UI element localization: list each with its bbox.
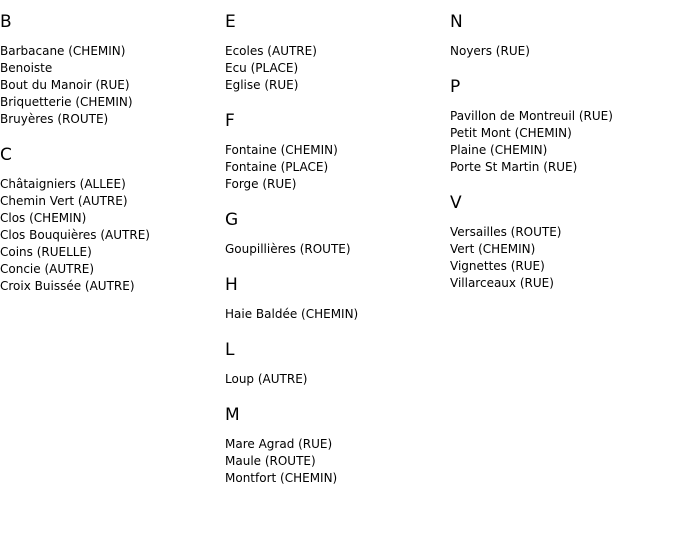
- street-item[interactable]: Ecu (PLACE): [225, 61, 299, 75]
- street-item[interactable]: Porte St Martin (RUE): [450, 160, 578, 174]
- street-item[interactable]: Fontaine (CHEMIN): [225, 143, 338, 157]
- letter-heading-n: N: [450, 12, 463, 32]
- street-item[interactable]: Ecoles (AUTRE): [225, 44, 317, 58]
- letter-heading-m: M: [225, 405, 240, 425]
- letter-group-h: [225, 275, 450, 323]
- street-column-3: [450, 0, 675, 292]
- letter-heading-v: V: [450, 193, 462, 213]
- street-item[interactable]: Plaine (CHEMIN): [450, 143, 548, 157]
- street-list-m: [225, 436, 450, 487]
- street-list-n: [450, 43, 675, 60]
- street-item[interactable]: Clos Bouquières (AUTRE): [0, 228, 150, 242]
- letter-group-f: [225, 111, 450, 193]
- street-item[interactable]: Petit Mont (CHEMIN): [450, 126, 572, 140]
- street-item[interactable]: Bruyères (ROUTE): [0, 112, 109, 126]
- street-item[interactable]: Briquetterie (CHEMIN): [0, 95, 133, 109]
- letter-heading-f: F: [225, 111, 235, 131]
- letter-group-n: [450, 12, 675, 60]
- street-item[interactable]: Benoiste: [0, 61, 53, 75]
- street-list-h: [225, 306, 450, 323]
- street-list-c: [0, 176, 225, 295]
- street-list-e: [225, 43, 450, 94]
- street-item[interactable]: Châtaigniers (ALLEE): [0, 177, 126, 191]
- letter-group-c: [0, 145, 225, 295]
- street-item[interactable]: Eglise (RUE): [225, 78, 299, 92]
- street-item[interactable]: Concie (AUTRE): [0, 262, 95, 276]
- letter-heading-l: L: [225, 340, 235, 360]
- street-item[interactable]: Bout du Manoir (RUE): [0, 78, 130, 92]
- street-item[interactable]: Barbacane (CHEMIN): [0, 44, 126, 58]
- letter-heading-g: G: [225, 210, 239, 230]
- street-item[interactable]: Vert (CHEMIN): [450, 242, 536, 256]
- street-list-p: [450, 108, 675, 176]
- street-item[interactable]: Montfort (CHEMIN): [225, 471, 338, 485]
- street-item[interactable]: Pavillon de Montreuil (RUE): [450, 109, 613, 123]
- street-item[interactable]: Mare Agrad (RUE): [225, 437, 333, 451]
- letter-group-e: [225, 12, 450, 94]
- street-item[interactable]: Versailles (ROUTE): [450, 225, 562, 239]
- letter-group-g: [225, 210, 450, 258]
- street-list-g: [225, 241, 450, 258]
- street-item[interactable]: Forge (RUE): [225, 177, 297, 191]
- letter-group-p: [450, 77, 675, 176]
- street-item[interactable]: Loup (AUTRE): [225, 372, 308, 386]
- street-item[interactable]: Chemin Vert (AUTRE): [0, 194, 128, 208]
- street-list-v: [450, 224, 675, 292]
- street-item[interactable]: Maule (ROUTE): [225, 454, 316, 468]
- letter-group-l: [225, 340, 450, 388]
- letter-heading-b: B: [0, 12, 12, 32]
- street-item[interactable]: Vignettes (RUE): [450, 259, 545, 273]
- street-column-1: [0, 0, 225, 295]
- street-item[interactable]: Clos (CHEMIN): [0, 211, 87, 225]
- street-item[interactable]: Villarceaux (RUE): [450, 276, 554, 290]
- street-item[interactable]: Croix Buissée (AUTRE): [0, 279, 135, 293]
- letter-heading-h: H: [225, 275, 238, 295]
- letter-heading-c: C: [0, 145, 12, 165]
- street-list-f: [225, 142, 450, 193]
- street-item[interactable]: Coins (RUELLE): [0, 245, 92, 259]
- street-item[interactable]: Noyers (RUE): [450, 44, 530, 58]
- letter-group-b: [0, 12, 225, 128]
- letter-heading-p: P: [450, 77, 461, 97]
- street-item[interactable]: Goupillières (ROUTE): [225, 242, 351, 256]
- letter-heading-e: E: [225, 12, 236, 32]
- street-list-l: [225, 371, 450, 388]
- letter-group-v: [450, 193, 675, 292]
- street-item[interactable]: Fontaine (PLACE): [225, 160, 329, 174]
- letter-group-m: [225, 405, 450, 487]
- street-column-2: [225, 0, 450, 487]
- street-list-b: [0, 43, 225, 128]
- street-item[interactable]: Haie Baldée (CHEMIN): [225, 307, 359, 321]
